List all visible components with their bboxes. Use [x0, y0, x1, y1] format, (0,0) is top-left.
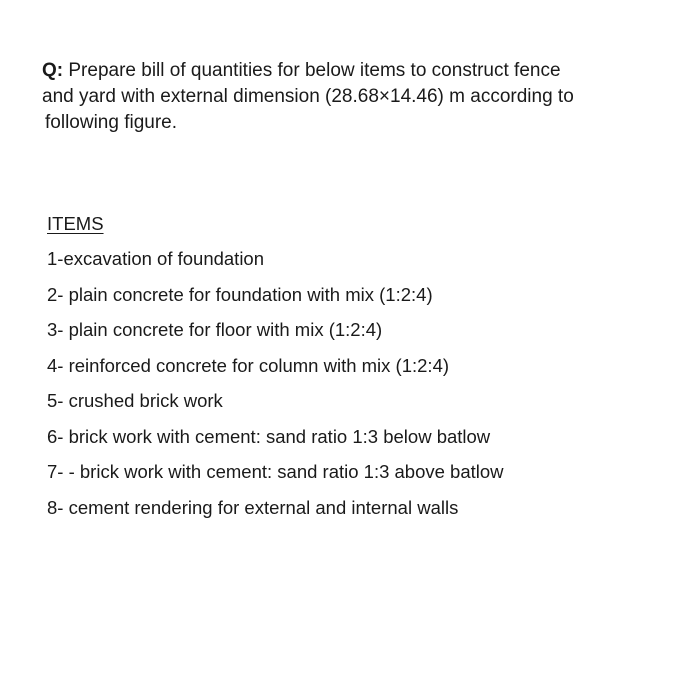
question-line-2: and yard with external dimension (28.68×14.46) m according to: [42, 86, 574, 107]
list-item: 1-excavation of foundation: [47, 248, 265, 269]
question-text: [42, 58, 652, 136]
question-label: Q:: [42, 60, 64, 81]
items-section: [47, 211, 647, 531]
items-list: [47, 247, 647, 531]
items-heading: ITEMS: [47, 213, 104, 234]
list-item: 3- plain concrete for floor with mix (1:2:4): [47, 319, 383, 340]
question-line-1: [42, 58, 652, 84]
question-line-3: following figure.: [45, 112, 178, 133]
list-item: 8- cement rendering for external and internal walls: [47, 496, 459, 518]
question-line-1-text: Prepare bill of quantities for below items to construct fence: [63, 60, 561, 81]
list-item: 7- - brick work with cement: sand ratio 1:3 above batlow: [47, 461, 504, 482]
list-item: 6- brick work with cement: sand ratio 1:3 below batlow: [47, 425, 491, 447]
list-item: 4- reinforced concrete for column with mix (1:2:4): [47, 354, 450, 376]
list-item: 2- plain concrete for foundation with mix (1:2:4): [47, 283, 433, 305]
list-item: 5- crushed brick work: [47, 390, 223, 411]
